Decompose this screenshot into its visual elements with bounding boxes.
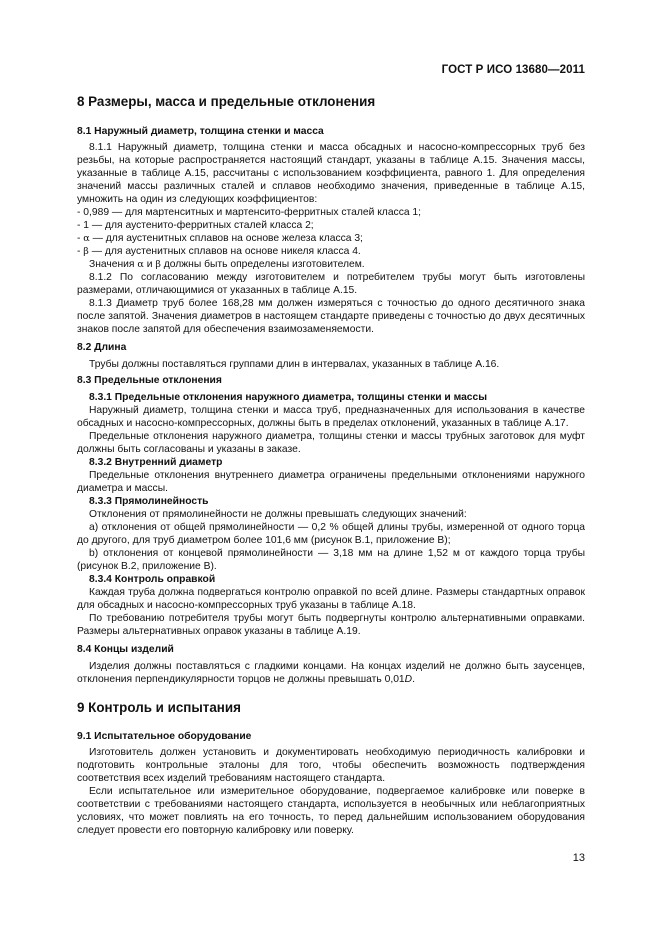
page-number: 13 [572,852,585,864]
paragraph-8-3-3: Отклонения от прямолинейности не должны превышать следующих значений: [89,509,467,520]
paragraph-8-1-2: 8.1.2 По согласованию между изготовителем и потребителем трубы могут быть изготовлены размерами, отличающимися от указанных в таблице А.15. [77,272,585,296]
section-8-3-3-title: 8.3.3 Прямолинейность [89,496,209,507]
paragraph-8-3-1-a: Наружный диаметр, толщина стенки и масса труб, предназначенных для использования в качестве обсадных и насосно-компрессорных, должны быть в пределах отклонений, указанных в таблице А.17. [77,405,585,429]
section-8-title: 8 Размеры, масса и предельные отклонения [77,94,376,109]
list-item: - β — для аустенитных сплавов на основе никеля класса 4. [77,246,361,257]
standard-header: ГОСТ Р ИСО 13680—2011 [441,64,585,76]
list-item-b: b) отклонения от концевой прямолинейности — 3,18 мм на длине 1,52 м от каждого торца трубы (рисунок В.2, приложение В). [77,548,585,572]
section-8-3-title: 8.3 Предельные отклонения [77,375,222,386]
paragraph-8-1-3: 8.1.3 Диаметр труб более 168,28 мм должен измеряться с точностью до одного десятичного знака после запятой. Значения диаметров в настоящем стандарте приведены с точностью до двух десятичных знаков после запятой для обеспечения взаимозаменяемости. [77,298,585,335]
section-8 [77,94,585,686]
paragraph-8-3-1-b: Предельные отклонения наружного диаметра, толщины стенки и массы трубных заготовок для муфт должны быть согласованы и указаны в заказе. [77,431,585,455]
section-8-2-title: 8.2 Длина [77,342,127,353]
paragraph-8-3-4-a: Каждая труба должна подвергаться контролю оправкой по всей длине. Размеры стандартных оправок для обсадных и насосно-компрессорных труб указаны в таблице А.18. [77,587,585,611]
paragraph-8-3-2: Предельные отклонения внутреннего диаметра ограничены предельными отклонениями наружного диаметра и массы. [77,470,585,494]
paragraph-8-2: Трубы должны поставляться группами длин в интервалах, указанных в таблице А.16. [89,359,500,370]
list-item-a: a) отклонения от общей прямолинейности — 0,2 % общей длины трубы, измеренной от одного торца до другого, для труб диаметром более 101,6 мм (рисунок В.1, приложение В); [77,522,585,546]
section-9 [77,700,585,837]
list-item: - α — для аустенитных сплавов на основе железа класса 3; [77,233,363,244]
section-8-1-title: 8.1 Наружный диаметр, толщина стенки и масса [77,126,324,137]
section-8-3-1-title: 8.3.1 Предельные отклонения наружного диаметра, толщины стенки и массы [89,392,488,403]
section-8-3-4-title: 8.3.4 Контроль оправкой [89,574,216,585]
section-8-4-title: 8.4 Концы изделий [77,644,174,655]
paragraph-8-3-4-b: По требованию потребителя трубы могут быть подвергнуты контролю альтернативными оправками. Размеры альтернативных оправок указаны в таблице А.19. [77,613,585,637]
paragraph-8-4: Изделия должны поставляться с гладкими концами. На концах изделий не должно быть заусенцев, отклонения перпендикулярности торцов не должны превышать 0,01D. [77,661,585,685]
section-8-3-2-title: 8.3.2 Внутренний диаметр [89,457,223,468]
paragraph-9-1-a: Изготовитель должен установить и документировать необходимую периодичность калибровки и подготовить контрольные эталоны для того, чтобы обеспечить возможность подтверждения соответствия всех изделий требованиям настоящего стандарта. [77,747,585,784]
paragraph-9-1-b: Если испытательное или измерительное оборудование, подвергаемое калибровке или поверке в соответствии с требованиями настоящего стандарта, используется в необычных или неблагоприятных условиях, что может повлиять на его точность, то перед дальнейшим использованием оборудования следует провести его повторную калибровку или поверку. [77,786,585,836]
section-9-1-title: 9.1 Испытательное оборудование [77,731,252,742]
list-item: - 0,989 — для мартенситных и мартенсито-ферритных сталей класса 1; [77,207,422,218]
section-9-title: 9 Контроль и испытания [77,700,241,715]
paragraph-8-1-1: 8.1.1 Наружный диаметр, толщина стенки и масса обсадных и насосно-компрессорных труб без резьбы, на которые распространяется настоящий стандарт, указаны в таблице А.15. Значения массы, указанные в таблице А.15, рассчитаны с использованием коэффициента, равного 1. Для определения значений массы различных сталей и сплавов необходимо значения, приведенные в таблице А.15, умножить на один из следующих коэффициентов: [77,142,585,205]
list-item: - 1 — для аустенито-ферритных сталей класса 2; [77,220,314,231]
coefficients-note: Значения α и β должны быть определены изготовителем. [89,259,365,270]
